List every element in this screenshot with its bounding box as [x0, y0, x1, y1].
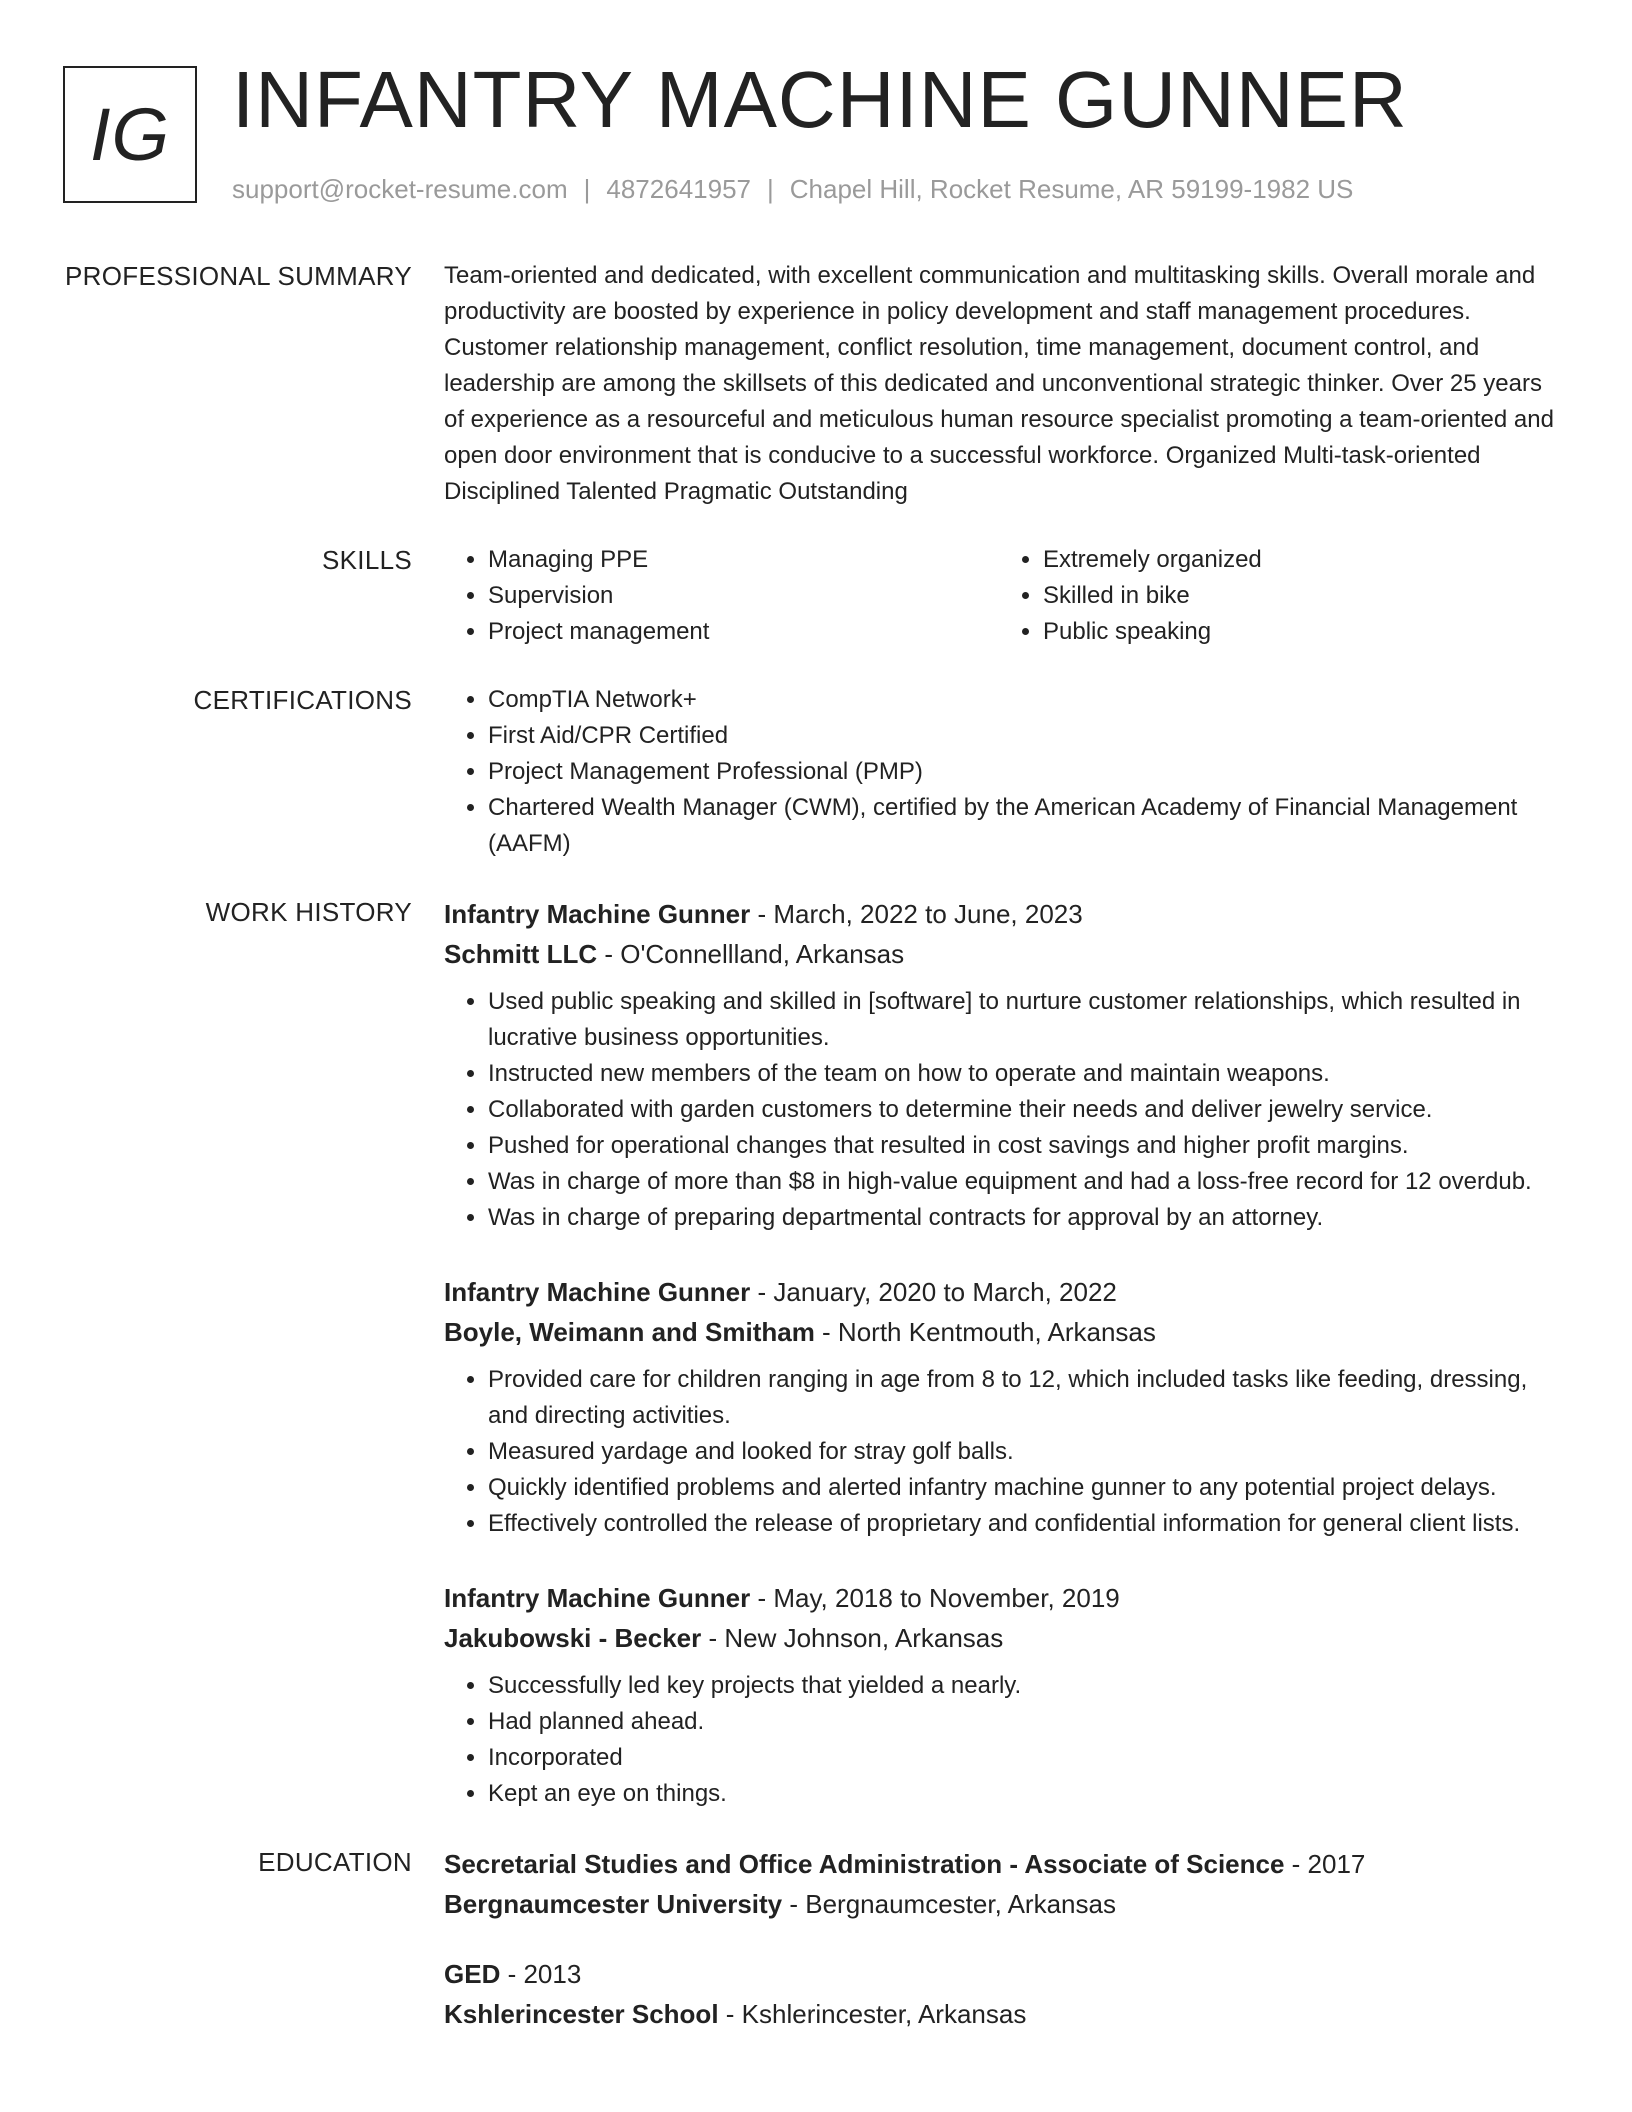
skill-item: • Public speaking — [1043, 614, 1554, 650]
section-certifications — [0, 682, 1632, 862]
job-title-line — [444, 1272, 1554, 1312]
resume-content — [0, 258, 1632, 2066]
skill-item: • Skilled in bike — [1043, 578, 1554, 614]
job-dates: - May, 2018 to November, 2019 — [750, 1583, 1120, 1613]
job-location: - O'Connellland, Arkansas — [597, 939, 905, 969]
section-work-history — [0, 894, 1632, 1812]
education-degree: GED — [444, 1959, 501, 1989]
skill-item: • Project management — [488, 614, 999, 650]
job-dates: - March, 2022 to June, 2023 — [750, 899, 1083, 929]
job-bullet: • Successfully led key projects that yielded a nearly. — [488, 1668, 1554, 1704]
job-bullet: • Was in charge of preparing departmental contracts for approval by an attorney. — [488, 1200, 1554, 1236]
job-company: Boyle, Weimann and Smitham — [444, 1317, 815, 1347]
education-location: - Kshlerincester, Arkansas — [718, 1999, 1027, 2029]
job-bullet: • Instructed new members of the team on how to operate and maintain weapons. — [488, 1056, 1554, 1092]
skills-column — [999, 542, 1554, 650]
job-bullet: • Measured yardage and looked for stray golf balls. — [488, 1434, 1554, 1470]
section-body — [444, 1844, 1554, 2034]
skills-columns — [444, 542, 1554, 650]
job-location: - North Kentmouth, Arkansas — [814, 1317, 1156, 1347]
education-degree-line — [444, 1954, 1554, 1994]
job-bullet: • Was in charge of more than $8 in high-value equipment and had a loss-free record for 12 overdub. — [488, 1164, 1554, 1200]
job-bullet: • Incorporated — [488, 1740, 1554, 1776]
skill-item: • Supervision — [488, 578, 999, 614]
education-school: Kshlerincester School — [444, 1999, 719, 2029]
job-company-line — [444, 934, 1554, 974]
section-skills — [0, 542, 1632, 650]
job-bullets — [444, 1668, 1554, 1812]
education-school: Bergnaumcester University — [444, 1889, 783, 1919]
job-bullet: • Pushed for operational changes that resulted in cost savings and higher profit margins. — [488, 1128, 1554, 1164]
job-company-line — [444, 1312, 1554, 1352]
job-bullet: • Collaborated with garden customers to determine their needs and deliver jewelry service. — [488, 1092, 1554, 1128]
section-body — [444, 258, 1554, 510]
education-entry — [444, 1844, 1554, 1924]
job-dates: - January, 2020 to March, 2022 — [750, 1277, 1117, 1307]
address: Chapel Hill, Rocket Resume, AR 59199-1982 US — [789, 174, 1354, 204]
certification-item: • Project Management Professional (PMP) — [488, 754, 1554, 790]
education-school-line — [444, 1994, 1554, 2034]
job-company: Schmitt LLC — [444, 939, 598, 969]
job-entry — [444, 1272, 1554, 1542]
job-title: Infantry Machine Gunner — [444, 1277, 751, 1307]
section-label: PROFESSIONAL SUMMARY — [65, 261, 412, 291]
certification-list — [444, 682, 1554, 862]
monogram: IG — [63, 66, 197, 203]
job-bullet: • Kept an eye on things. — [488, 1776, 1554, 1812]
certification-item: • Chartered Wealth Manager (CWM), certified by the American Academy of Financial Management (AAFM) — [488, 790, 1554, 862]
education-year: - 2017 — [1284, 1849, 1366, 1879]
job-bullet: • Used public speaking and skilled in [software] to nurture customer relationships, which resulted in lucrative business opportunities. — [488, 984, 1554, 1056]
phone[interactable]: 4872641957 — [606, 174, 751, 204]
section-label: WORK HISTORY — [205, 897, 412, 927]
job-bullet: • Effectively controlled the release of proprietary and confidential information for general client lists. — [488, 1506, 1554, 1542]
education-degree-line — [444, 1844, 1554, 1884]
section-label: CERTIFICATIONS — [193, 685, 412, 715]
section-body — [444, 682, 1554, 862]
section-label: SKILLS — [322, 545, 412, 575]
contact-separator: | — [767, 174, 774, 204]
job-title: Infantry Machine Gunner — [444, 1583, 751, 1613]
skills-column — [444, 542, 999, 650]
certification-item: • First Aid/CPR Certified — [488, 718, 1554, 754]
section-label: EDUCATION — [258, 1847, 412, 1877]
job-bullet: • Had planned ahead. — [488, 1704, 1554, 1740]
section-summary — [0, 258, 1632, 510]
summary-text: Team-oriented and dedicated, with excellent communication and multitasking skills. Overall morale and productivity are boosted by experience in policy development and staff management procedures. Customer relationship management, conflict resolution, time management, document control, and leadership are among the skillsets of this dedicated and unconventional strategic thinker. Over 25 years of experience as a resourceful and meticulous human resource specialist promoting a team-oriented and open door environment that is conducive to a successful workforce. Organized Multi-task-oriented Disciplined Talented Pragmatic Outstanding — [444, 262, 1554, 505]
education-school-line — [444, 1884, 1554, 1924]
certification-item: • CompTIA Network+ — [488, 682, 1554, 718]
skill-item: • Extremely organized — [1043, 542, 1554, 578]
section-body — [444, 894, 1554, 1812]
job-title-line — [444, 894, 1554, 934]
job-title: Infantry Machine Gunner — [444, 899, 751, 929]
education-year: - 2013 — [500, 1959, 582, 1989]
job-title-line — [444, 1578, 1554, 1618]
job-bullets — [444, 984, 1554, 1236]
email[interactable]: support@rocket-resume.com — [232, 174, 568, 204]
job-location: - New Johnson, Arkansas — [701, 1623, 1004, 1653]
job-company-line — [444, 1618, 1554, 1658]
education-location: - Bergnaumcester, Arkansas — [782, 1889, 1116, 1919]
candidate-name: INFANTRY MACHINE GUNNER — [232, 55, 1408, 144]
job-entry — [444, 1578, 1554, 1812]
section-education — [0, 1844, 1632, 2034]
job-bullets — [444, 1362, 1554, 1542]
education-degree: Secretarial Studies and Office Administration - Associate of Science — [444, 1849, 1285, 1879]
skill-item: • Managing PPE — [488, 542, 999, 578]
contact-line — [232, 174, 1353, 205]
job-bullet: • Provided care for children ranging in age from 8 to 12, which included tasks like feeding, dressing, and directing activities. — [488, 1362, 1554, 1434]
job-entry — [444, 894, 1554, 1236]
job-company: Jakubowski - Becker — [444, 1623, 702, 1653]
contact-separator: | — [583, 174, 591, 204]
job-bullet: • Quickly identified problems and alerted infantry machine gunner to any potential project delays. — [488, 1470, 1554, 1506]
education-entry — [444, 1954, 1554, 2034]
